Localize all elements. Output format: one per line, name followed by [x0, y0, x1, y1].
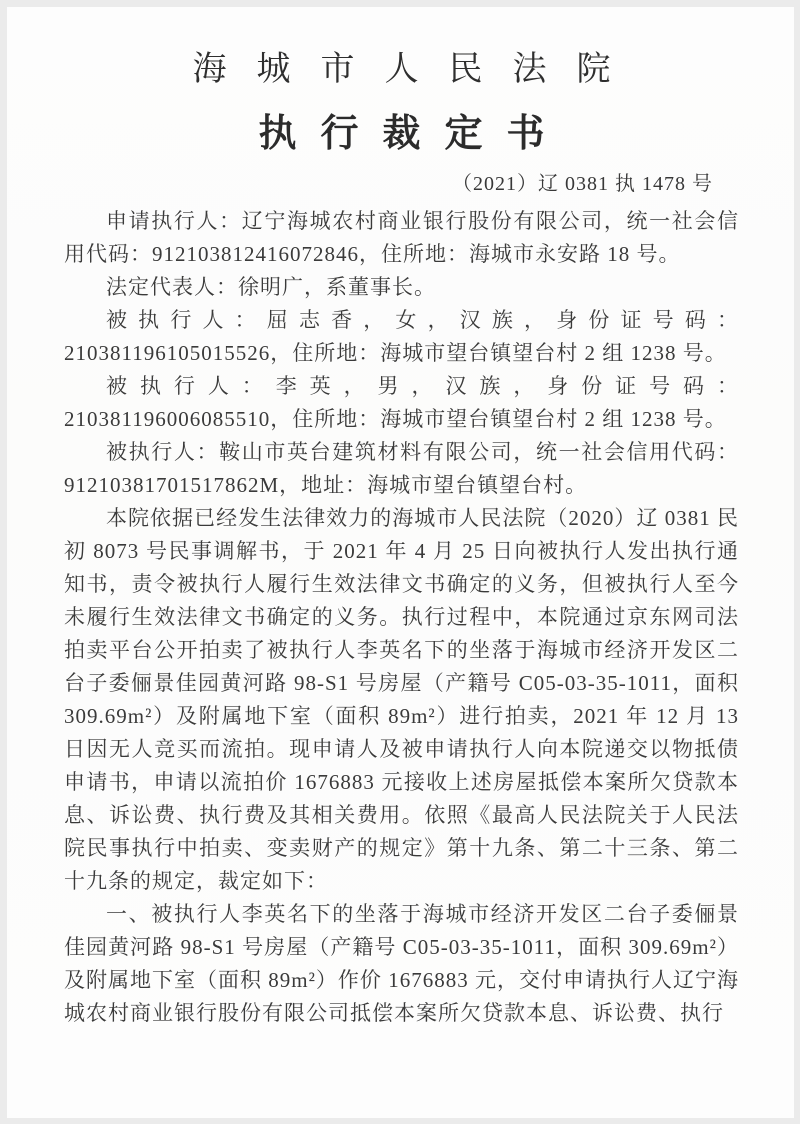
paragraph-ruling-item-1: 一、被执行人李英名下的坐落于海城市经济开发区二台子委俪景佳园黄河路 98-S1 号房屋（产籍号 C05-03-35-1011，面积 309.69m²）及附属地下室（面积 89m²）作价 1676883 元，交付申请执行人辽宁海城农村商业银行股份有限公司抵偿本案所欠贷款本息、诉讼费、执行	[64, 902, 739, 1025]
paragraph-respondent-2: 被执行人：李英，男，汉族，身份证号码：210381196006085510，住所地：海城市望台镇望台村 2 组 1238 号。	[64, 374, 739, 431]
paragraph-legal-representative: 法定代表人：徐明广，系董事长。	[106, 275, 436, 299]
document-title: 执行裁定书	[258, 113, 569, 155]
document-body	[64, 205, 739, 1030]
paragraph-case-background: 本院依据已经发生法律效力的海城市人民法院（2020）辽 0381 民初 8073 号民事调解书，于 2021 年 4 月 25 日向被执行人发出执行通知书，责令被执行人履行生效法律文书确定的义务，但被执行人至今未履行生效法律文书确定的义务。执行过程中，本院通过京东网司法拍卖平台公开拍卖了被执行人李英名下的坐落于海城市经济开发区二台子委俪景佳园黄河路 98-S1 号房屋（产籍号 C05-03-35-1011，面积 309.69m²）及附属地下室（面积 89m²）进行拍卖，2021 年 12 月 13 日因无人竞买而流拍。现申请人及被申请执行人向本院递交以物抵债申请书，申请以流拍价 1676883 元接收上述房屋抵偿本案所欠贷款本息、诉讼费、执行费及其相关费用。依照《最高人民法院关于人民法院民事执行中拍卖、变卖财产的规定》第十九条、第二十三条、第二十九条的规定，裁定如下：	[64, 506, 739, 893]
paragraph-respondent-3: 被执行人：鞍山市英台建筑材料有限公司，统一社会信用代码：91210381701517862M，地址：海城市望台镇望台村。	[64, 440, 739, 497]
paragraph-respondent-1: 被执行人：屈志香，女，汉族，身份证号码：210381196105015526，住所地：海城市望台镇望台村 2 组 1238 号。	[64, 308, 739, 365]
paragraph-applicant: 申请执行人：辽宁海城农村商业银行股份有限公司，统一社会信用代码：912103812416072846，住所地：海城市永安路 18 号。	[64, 209, 739, 266]
court-name: 海城市人民法院	[192, 51, 641, 88]
case-number: （2021）辽 0381 执 1478 号	[452, 173, 713, 195]
document-page	[7, 7, 794, 1118]
